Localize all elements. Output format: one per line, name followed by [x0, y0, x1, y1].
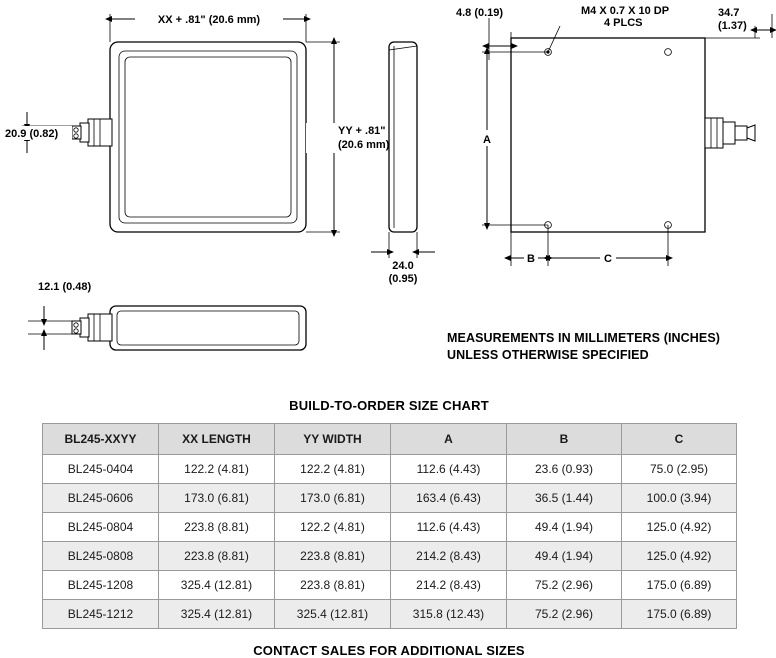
bottom-view	[28, 281, 306, 350]
table-row	[43, 455, 737, 484]
back-left-edge-dimension: 4.8 (0.19)	[456, 7, 504, 19]
column-header-yy-width: YY WIDTH	[275, 424, 391, 455]
cell-a: 214.2 (8.43)	[391, 542, 507, 571]
cell-yy-width: 223.8 (8.81)	[275, 542, 391, 571]
cell-b: 75.2 (2.96)	[507, 571, 622, 600]
table-header-row	[43, 424, 737, 455]
measurement-notes-line1: MEASUREMENTS IN MILLIMETERS (INCHES)	[447, 331, 721, 345]
bottom-view-connector	[72, 314, 112, 341]
front-top-dimension: XX + .81" (20.6 mm)	[157, 14, 261, 26]
back-right-dimension-line2: (1.37)	[718, 20, 747, 32]
cell-c: 125.0 (4.92)	[622, 513, 737, 542]
front-view-connector	[72, 119, 112, 146]
size-chart-section	[42, 398, 736, 658]
cell-b: 49.4 (1.94)	[507, 513, 622, 542]
table-row	[43, 513, 737, 542]
column-header-a: A	[391, 424, 507, 455]
cell-model: BL245-0404	[43, 455, 159, 484]
cell-a: 163.4 (6.43)	[391, 484, 507, 513]
table-row	[43, 600, 737, 629]
cell-xx-length: 223.8 (8.81)	[159, 513, 275, 542]
table-row	[43, 484, 737, 513]
column-header-c: C	[622, 424, 737, 455]
size-chart-table	[42, 423, 737, 629]
back-dimension-b: B	[527, 253, 535, 265]
thread-note-line1: M4 X 0.7 X 10 DP	[581, 5, 670, 17]
cell-xx-length: 325.4 (12.81)	[159, 600, 275, 629]
front-right-dimension-line1: YY + .81"	[338, 125, 386, 137]
cell-c: 175.0 (6.89)	[622, 600, 737, 629]
column-header-xx-length: XX LENGTH	[159, 424, 275, 455]
front-view	[2, 11, 390, 232]
cell-c: 100.0 (3.94)	[622, 484, 737, 513]
size-chart-footer: CONTACT SALES FOR ADDITIONAL SIZES	[253, 643, 525, 658]
column-header-model: BL245-XXYY	[43, 424, 159, 455]
cell-yy-width: 173.0 (6.81)	[275, 484, 391, 513]
cell-xx-length: 325.4 (12.81)	[159, 571, 275, 600]
cell-xx-length: 223.8 (8.81)	[159, 542, 275, 571]
cell-yy-width: 223.8 (8.81)	[275, 571, 391, 600]
column-header-b: B	[507, 424, 622, 455]
cell-yy-width: 122.2 (4.81)	[275, 513, 391, 542]
cell-model: BL245-0808	[43, 542, 159, 571]
bottom-view-dimension: 12.1 (0.48)	[38, 281, 92, 293]
cell-a: 214.2 (8.43)	[391, 571, 507, 600]
cell-c: 175.0 (6.89)	[622, 571, 737, 600]
cell-a: 315.8 (12.43)	[391, 600, 507, 629]
back-dimension-c: C	[604, 253, 612, 265]
side-bottom-dimension-line1: 24.0	[392, 260, 414, 272]
cell-model: BL245-0606	[43, 484, 159, 513]
cell-a: 112.6 (4.43)	[391, 513, 507, 542]
table-row	[43, 542, 737, 571]
cell-b: 36.5 (1.44)	[507, 484, 622, 513]
back-view-connector	[705, 118, 755, 148]
back-view	[456, 5, 772, 266]
back-right-dimension-line1: 34.7	[718, 7, 740, 19]
side-view	[371, 42, 435, 285]
cell-xx-length: 122.2 (4.81)	[159, 455, 275, 484]
cell-a: 112.6 (4.43)	[391, 455, 507, 484]
side-bottom-dimension-line2: (0.95)	[388, 273, 418, 285]
cell-b: 23.6 (0.93)	[507, 455, 622, 484]
cell-b: 75.2 (2.96)	[507, 600, 622, 629]
cell-model: BL245-1208	[43, 571, 159, 600]
cell-xx-length: 173.0 (6.81)	[159, 484, 275, 513]
cell-yy-width: 122.2 (4.81)	[275, 455, 391, 484]
table-row	[43, 571, 737, 600]
cell-c: 125.0 (4.92)	[622, 542, 737, 571]
measurement-notes	[447, 330, 720, 364]
front-right-dimension-line2: (20.6 mm)	[338, 139, 390, 151]
measurement-notes-line2: UNLESS OTHERWISE SPECIFIED	[447, 347, 649, 362]
cell-model: BL245-0804	[43, 513, 159, 542]
cell-yy-width: 325.4 (12.81)	[275, 600, 391, 629]
back-dimension-a: A	[483, 134, 491, 146]
size-chart-title: BUILD-TO-ORDER SIZE CHART	[289, 398, 489, 413]
front-left-dimension: 20.9 (0.82)	[5, 128, 59, 140]
thread-note-line2: 4 PLCS	[604, 17, 643, 29]
cell-c: 75.0 (2.95)	[622, 455, 737, 484]
cell-model: BL245-1212	[43, 600, 159, 629]
cell-b: 49.4 (1.94)	[507, 542, 622, 571]
